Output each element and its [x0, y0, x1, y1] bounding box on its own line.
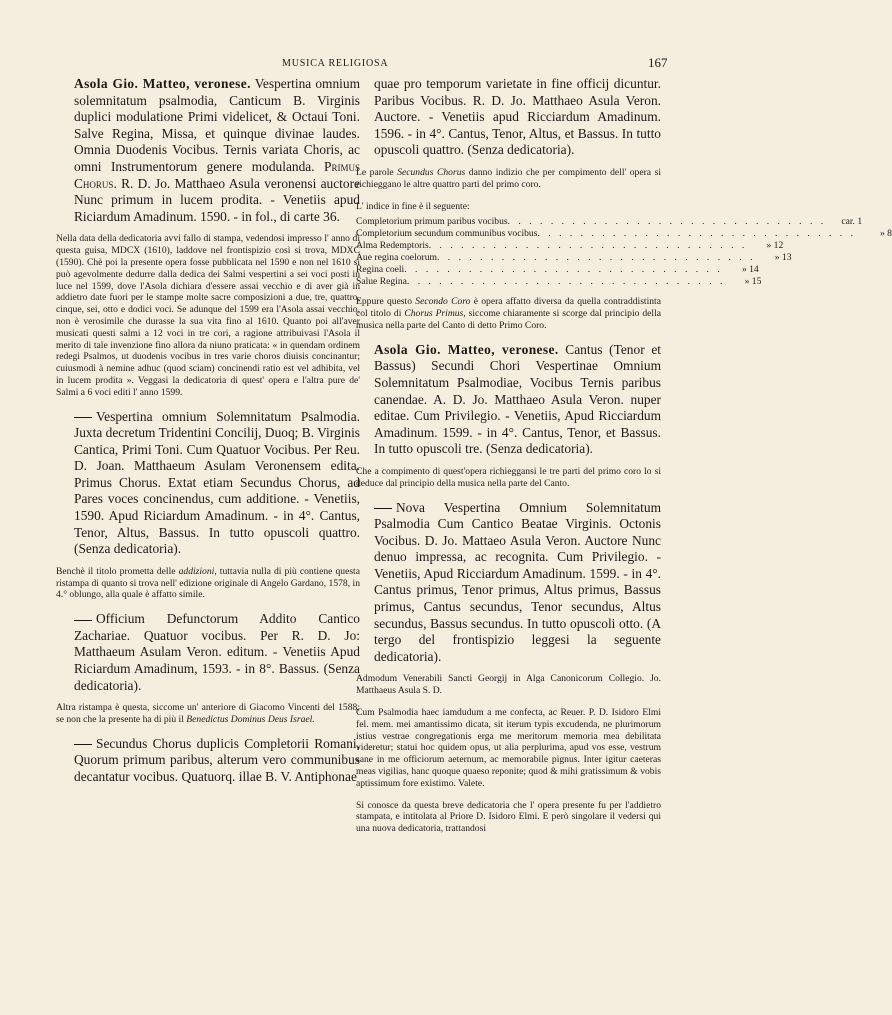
index-list	[356, 216, 892, 288]
note-admodum: Admodum Venerabili Sancti Georgij in Alga Canonicorum Collegio. Jo. Matthaeus Asula S. D.	[356, 673, 661, 697]
index-title: Regina coeli	[356, 264, 405, 276]
index-leader: . . . . . . . . . . . . . . . . . . . . . . . . . . . . . .	[537, 228, 856, 240]
note-secondo-coro: Eppure questo Secondo Coro è opera affatto diversa da quella contraddistinta col titolo di Chorus Primus, siccome chiaramente si scorge dal principio della musica nella parte del Canto di detto Primo Coro.	[356, 296, 662, 331]
index-row	[356, 240, 784, 252]
entry-nova-vespertina: Nova Vespertina Omnium Solemnitatum Psalmodia Cum Cantico Beatae Virginis. Octonis Vocibus. D. Jo. Mattaeo Asula Veron. Auctore Nunc denuo impressa, ac recognita. Cum Privilegio. - Venetiis, Apud Ricciardum Amadinum. 1599. - in 4°. Cantus primus, Tenor primus, Altus primus, Bassus primus, Cantus secundus, Tenor secundus, Altus secundus, Bassus secundus. In tutto opuscoli otto. (A tergo del frontispizio leggesi la seguente dedicatoria).	[374, 499, 661, 664]
index-title: Alma Redemptoris	[356, 240, 429, 252]
page-number: 167	[648, 55, 668, 70]
entry-author: Asola Gio. Matteo, veronese.	[374, 341, 559, 357]
note-indice: L' indice in fine è il seguente:	[356, 200, 470, 212]
index-value: » 13	[774, 252, 792, 264]
index-value: » 15	[744, 276, 762, 288]
index-title: Completorium secundum communibus vocibus	[356, 228, 538, 240]
index-value: » 14	[741, 264, 759, 276]
index-value: » 12	[766, 240, 784, 252]
index-leader: . . . . . . . . . . . . . . . . . . . . . . . . . . . . . .	[428, 240, 748, 252]
index-row	[356, 264, 759, 276]
entry-officium-defunctorum: Officium Defunctorum Addito Cantico Zachariae. Quatuor vocibus. Per R. D. Jo: Matthaeum Asulam Veron. editum. - Venetiis Apud Riciardum Amadinum, 1593. - in 8°. Bassus. (Senza dedicatoria).	[74, 611, 360, 693]
repeat-dash	[74, 417, 92, 418]
index-title: Completorium primum paribus vocibus	[356, 216, 508, 228]
index-row	[356, 228, 892, 240]
entry-author: Asola Gio. Matteo, veronese.	[74, 76, 251, 91]
index-leader: . . . . . . . . . . . . . . . . . . . . . . . . . . . . . .	[404, 264, 723, 276]
index-title: Aue regina coelorum	[356, 252, 437, 264]
note-compimento: Che a compimento di quest'opera richieggansi le tre parti del primo coro lo si deduce dal principio della musica nella parte del Canto.	[356, 465, 661, 489]
index-leader: . . . . . . . . . . . . . . . . . . . . . . . . . . . . . .	[507, 216, 827, 228]
index-row	[356, 276, 762, 288]
note-si-conosce: Si conosce da questa breve dedicatoria che l' opera presente fu per l'addietro stampata, e intitolata al Priore D. Isidoro Elmi. E però singolare il vedersi qui una nuova dedicatoria, trattandosi	[356, 799, 661, 835]
repeat-dash	[74, 620, 92, 621]
index-value: » 8	[879, 228, 892, 240]
entry-cantus-secundi-chori: Asola Gio. Matteo, veronese. Cantus (Tenor et Bassus) Secundi Chori Vespertinae Omnium Solemnitatum Psalmodiae, Vocibus Ternis paribus canendae. A. D. Jo. Matthaeo Asula Veron. nuper editae. Cum Privilegio. - Venetiis, Apud Ricciardum Amadinum. 1599. - in 4°. Cantus, Tenor, et Bassus. In tutto opuscoli tre. (Senza dedicatoria).	[374, 341, 661, 457]
note-dedicatoria-1590: Nella data della dedicatoria avvi fallo di stampa, vedendosi impresso l' anno di questa guisa, MDCX (1610), laddove nel frontispizio così si trova, MDXC (1590). Chè poi la presente opera fosse pubblicata nel 1590 e non nel 1610 si può agevolmente dedurre dalla dedica dei Salmi vespertini a sei voci posti in luce nel 1599, dove l'Asola dichiara d'essere assai vecchio e di aver già in addietro date fuori per le stampe molte sacre composizioni a due, tre, quattro, cinque, sei, otto e dodici voci. Se adunque del 1599 era l'Asola assai vecchio, non è verosimile che durasse la sua vita fino al 1610. Quanto poi all'aver musicati questi salmi a 12 voci in tre cori, a ragione attribuivasi l'Asola il merito di tale invenzione fino allora da niuno praticata: « in quendam ordinem redegi Psalmos, ut duodenis vocibus in tres varie choros diuisis concinantur; cuiusmodi à nemine adhuc (quod sciam) concinendi ratio est vel adhibita, vel in lucem prodita ». Veggasi la dedicatoria di quest' opera e l'altra pure de' Salmi a 6 voci editi l' anno 1599.	[56, 233, 360, 398]
entry-secundus-chorus-cont: quae pro temporum varietate in fine officij dicuntur. Paribus Vocibus. R. D. Jo. Matthaeo Asula Veron. Auctore. - Venetiis apud Ricciardum Amadinum. 1596. - in 4°. Cantus, Tenor, Altus, et Bassus. In tutto opuscoli quattro. (Senza dedicatoria).	[374, 76, 661, 158]
note-secundus-chorus: Le parole Secundus Chorus danno indizio che per compimento dell' opera si richieggano le altre quattro parti del primo coro.	[356, 166, 662, 190]
index-value: car. 1	[841, 216, 863, 228]
repeat-dash	[74, 744, 92, 745]
note-ristampa: Altra ristampa è questa, siccome un' anteriore di Giacomo Vincenti del 1588; se non che la presente ha di più il Benedictus Dominus Deus Israel.	[56, 702, 360, 725]
note-dedication-latin: Cum Psalmodia haec iamdudum a me confecta, ac Reuer. P. D. Isidoro Elmi fel. mem. mei amantissimo dicata, sit iterum typis excudenda, ne plurimorum istius vestrae congregationis erga me meritorum memoria mea debilitata videretur; statui hoc quidem opus, ut alia perplurima, apud vos esse, vestrum sane in me officiorum aeternum, ac memorabile pignus. Inter igitur caeteras meas vigilias, hanc quoque quaeso reponite; quod & mihi gratissimum & vobis aptissimum fore existimo. Valete.	[356, 707, 661, 789]
index-row	[356, 216, 863, 228]
left-column	[56, 76, 360, 794]
entry-vespertina-quatuor: Vespertina omnium Solemnitatum Psalmodia. Juxta decretum Tridentini Concilij, Duoq; B. Virginis Cantica, Primi Toni. Cum Quatuor Vocibus. Per Reu. D. Joan. Matthaeum Asulam Veronensem edita. Primus Chorus. Extat etiam Secundus Chorus, ad Pares voces concinendus, cum additione. - Venetiis, 1590. Apud Riciardum Amadinum. - in 4°. Cantus, Tenor, Altus, Bassus. In tutto opuscoli quattro. (Senza dedicatoria).	[74, 408, 360, 557]
entry-secundus-chorus: Secundus Chorus duplicis Completorii Romani, Quorum primum paribus, alterum vero communibus decantatur vocibus. Quatuorq. illae B. V. Antiphonae	[74, 735, 360, 784]
index-leader: . . . . . . . . . . . . . . . . . . . . . . . . . . . . . .	[436, 252, 756, 264]
right-column	[356, 76, 892, 845]
note-addizioni: Benchè il titolo prometta delle addizioni, tuttavia nulla di più contiene questa ristampa di quanto si trova nell' edizione originale di Angelo Gardano, 1578, in 4.° oblungo, alla quale è affatto simile.	[56, 565, 360, 601]
index-row	[356, 252, 792, 264]
running-header: MUSICA RELIGIOSA	[282, 58, 389, 69]
index-title: Salue Regina	[356, 276, 407, 288]
repeat-dash	[374, 508, 392, 509]
index-leader: . . . . . . . . . . . . . . . . . . . . . . . . . . . . . .	[406, 276, 726, 288]
entry-vespertina-omnium: Asola Gio. Matteo, veronese. Vespertina omnium solemnitatum psalmodia, Canticum B. Virginis duplici modulatione Primi videlicet, & Octaui Toni. Salve Regina, Missa, et quinque divinae laudes. Omnia Duodenis Vocibus. Ternis variata Choris, ac omni Instrumentorum genere modulanda. Primus Chorus. R. D. Jo. Matthaeo Asula veronensi auctore Nunc primum in lucem prodita. - Venetiis apud Riciardum Amadinum. 1590. - in fol., di carte 36.	[74, 76, 360, 224]
